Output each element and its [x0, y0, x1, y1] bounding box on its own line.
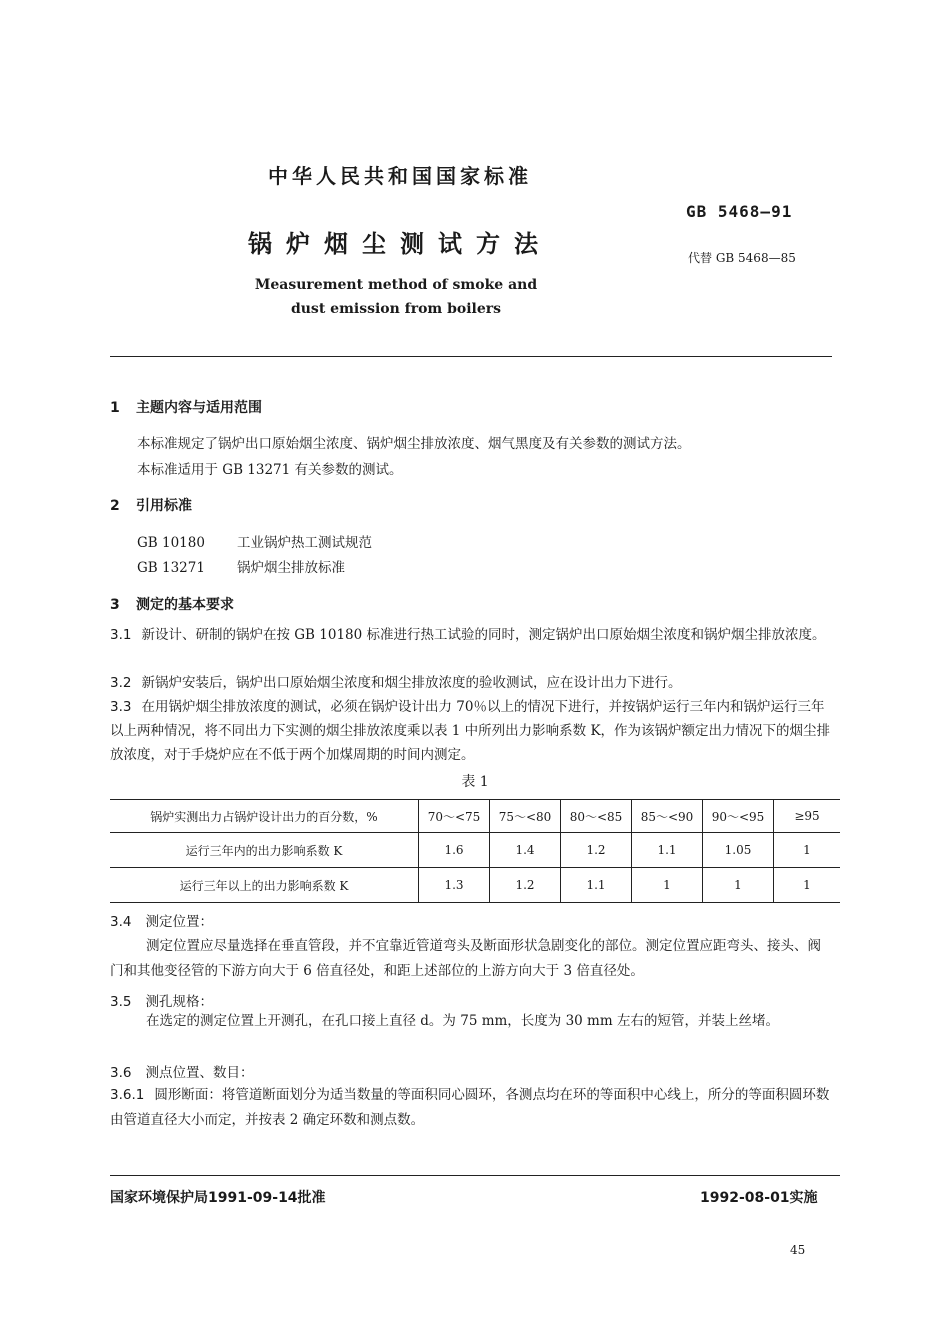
section-2-number: 2 [110, 498, 120, 514]
national-standard-title: 中华人民共和国国家标准 [268, 164, 532, 188]
clause-title: 测点位置、数目： [145, 1065, 254, 1081]
clause-3-6-1 [110, 1083, 832, 1133]
clause-3-1 [110, 621, 832, 650]
table-row-label: 运行三年内的出力影响系数 K [110, 833, 419, 868]
clause-number: 3.6.1 [110, 1087, 145, 1103]
approval-date: 国家环境保护局1991-09-14批准 [110, 1190, 326, 1206]
clause-title: 测孔规格： [145, 994, 213, 1010]
english-title-line2: dust emission from boilers [290, 301, 502, 317]
table-row [110, 833, 840, 868]
reference-code: GB 10180 [137, 535, 205, 551]
table-header-cell: 85～<90 [632, 800, 703, 833]
clause-number: 3.4 [110, 914, 132, 930]
section-1-para-1: 本标准规定了锅炉出口原始烟尘浓度、锅炉烟尘排放浓度、烟气黑度及有关参数的测试方法。 [137, 436, 691, 452]
english-title-line1: Measurement method of smoke and [254, 277, 538, 293]
footer-divider [110, 1175, 840, 1176]
section-3-heading [110, 594, 234, 614]
clause-text: 新设计、研制的锅炉在按 GB 10180 标准进行热工试验的同时，测定锅炉出口原始烟尘浓度和锅炉烟尘排放浓度。 [141, 627, 826, 643]
clause-number: 3.3 [110, 699, 132, 715]
reference-code: GB 13271 [137, 560, 205, 576]
section-1-number: 1 [110, 400, 120, 416]
clause-3-2 [110, 669, 832, 698]
section-3-title: 测定的基本要求 [136, 597, 234, 613]
clause-title: 测定位置： [145, 914, 213, 930]
table-cell: 1.2 [561, 833, 632, 868]
table-cell: 1 [774, 833, 841, 868]
section-2-title: 引用标准 [136, 498, 192, 514]
reference-row [137, 531, 372, 551]
clause-3-4-text: 测定位置应尽量选择在垂直管段，并不宜靠近管道弯头及断面形状急剧变化的部位。测定位置应距弯头、接头、阀门和其他变径管的下游方向大于 6 倍直径处，和距上述部位的上游方向大于 3 倍直径处。 [110, 938, 821, 979]
section-3-number: 3 [110, 597, 120, 613]
table-cell: 1 [632, 868, 703, 903]
standard-number: GB 5468—91 [686, 202, 793, 221]
table-1-caption: 表 1 [461, 774, 489, 790]
clause-number: 3.2 [110, 675, 132, 691]
table-cell: 1.05 [703, 833, 774, 868]
clause-text: 圆形断面：将管道断面划分为适当数量的等面积同心圆环，各测点均在环的等面积中心线上，所分的等面积圆环数由管道直径大小而定，并按表 2 确定环数和测点数。 [110, 1087, 830, 1128]
clause-3-4-heading [110, 910, 213, 930]
document-title: 锅炉烟尘测试方法 [248, 230, 552, 258]
table-cell: 1.6 [419, 833, 490, 868]
effective-date: 1992-08-01实施 [700, 1190, 818, 1206]
table-cell: 1.2 [490, 868, 561, 903]
table-cell: 1.1 [632, 833, 703, 868]
table-header-cell: 90～<95 [703, 800, 774, 833]
reference-name: 锅炉烟尘排放标准 [237, 560, 345, 576]
replaces-standard: 代替 GB 5468—85 [688, 251, 796, 265]
table-header-cell: ≥95 [774, 800, 841, 833]
reference-row [137, 556, 345, 576]
table-cell: 1.4 [490, 833, 561, 868]
table-header-cell: 锅炉实测出力占锅炉设计出力的百分数，% [110, 800, 419, 833]
header-divider [110, 356, 832, 357]
table-cell: 1 [703, 868, 774, 903]
clause-number: 3.5 [110, 994, 132, 1010]
page-number: 45 [790, 1243, 806, 1257]
table-cell: 1 [774, 868, 841, 903]
table-cell: 1.3 [419, 868, 490, 903]
clause-3-5-text: 在选定的测定位置上开测孔，在孔口接上直径 d。为 75 mm，长度为 30 mm 左右的短管，并装上丝堵。 [146, 1013, 779, 1029]
section-1-title: 主题内容与适用范围 [136, 400, 262, 416]
table-header-cell: 80～<85 [561, 800, 632, 833]
table-header-row [110, 800, 840, 833]
clause-3-3 [110, 695, 832, 767]
reference-name: 工业锅炉热工测试规范 [237, 535, 372, 551]
table-row [110, 868, 840, 903]
section-1-heading [110, 397, 262, 417]
clause-text: 在用锅炉烟尘排放浓度的测试，必须在锅炉设计出力 70％以上的情况下进行，并按锅炉运行三年内和锅炉运行三年以上两种情况，将不同出力下实测的烟尘排放浓度乘以表 1 中所列出力影响系数 K，作为该锅炉额定出力情况下的烟尘排放浓度，对于手烧炉应在不低于两个加煤周期的时间内测定。 [110, 699, 831, 763]
clause-3-6-heading [110, 1061, 253, 1081]
section-2-heading [110, 495, 192, 515]
table-row-label: 运行三年以上的出力影响系数 K [110, 868, 419, 903]
section-1-para-2: 本标准适用于 GB 13271 有关参数的测试。 [137, 462, 403, 478]
table-header-cell: 70～<75 [419, 800, 490, 833]
clause-text: 新锅炉安装后，锅炉出口原始烟尘浓度和烟尘排放浓度的验收测试，应在设计出力下进行。 [141, 675, 682, 691]
table-cell: 1.1 [561, 868, 632, 903]
english-title [196, 273, 596, 321]
output-factor-table [110, 799, 840, 903]
table-header-cell: 75～<80 [490, 800, 561, 833]
clause-number: 3.1 [110, 627, 132, 643]
clause-number: 3.6 [110, 1065, 132, 1081]
